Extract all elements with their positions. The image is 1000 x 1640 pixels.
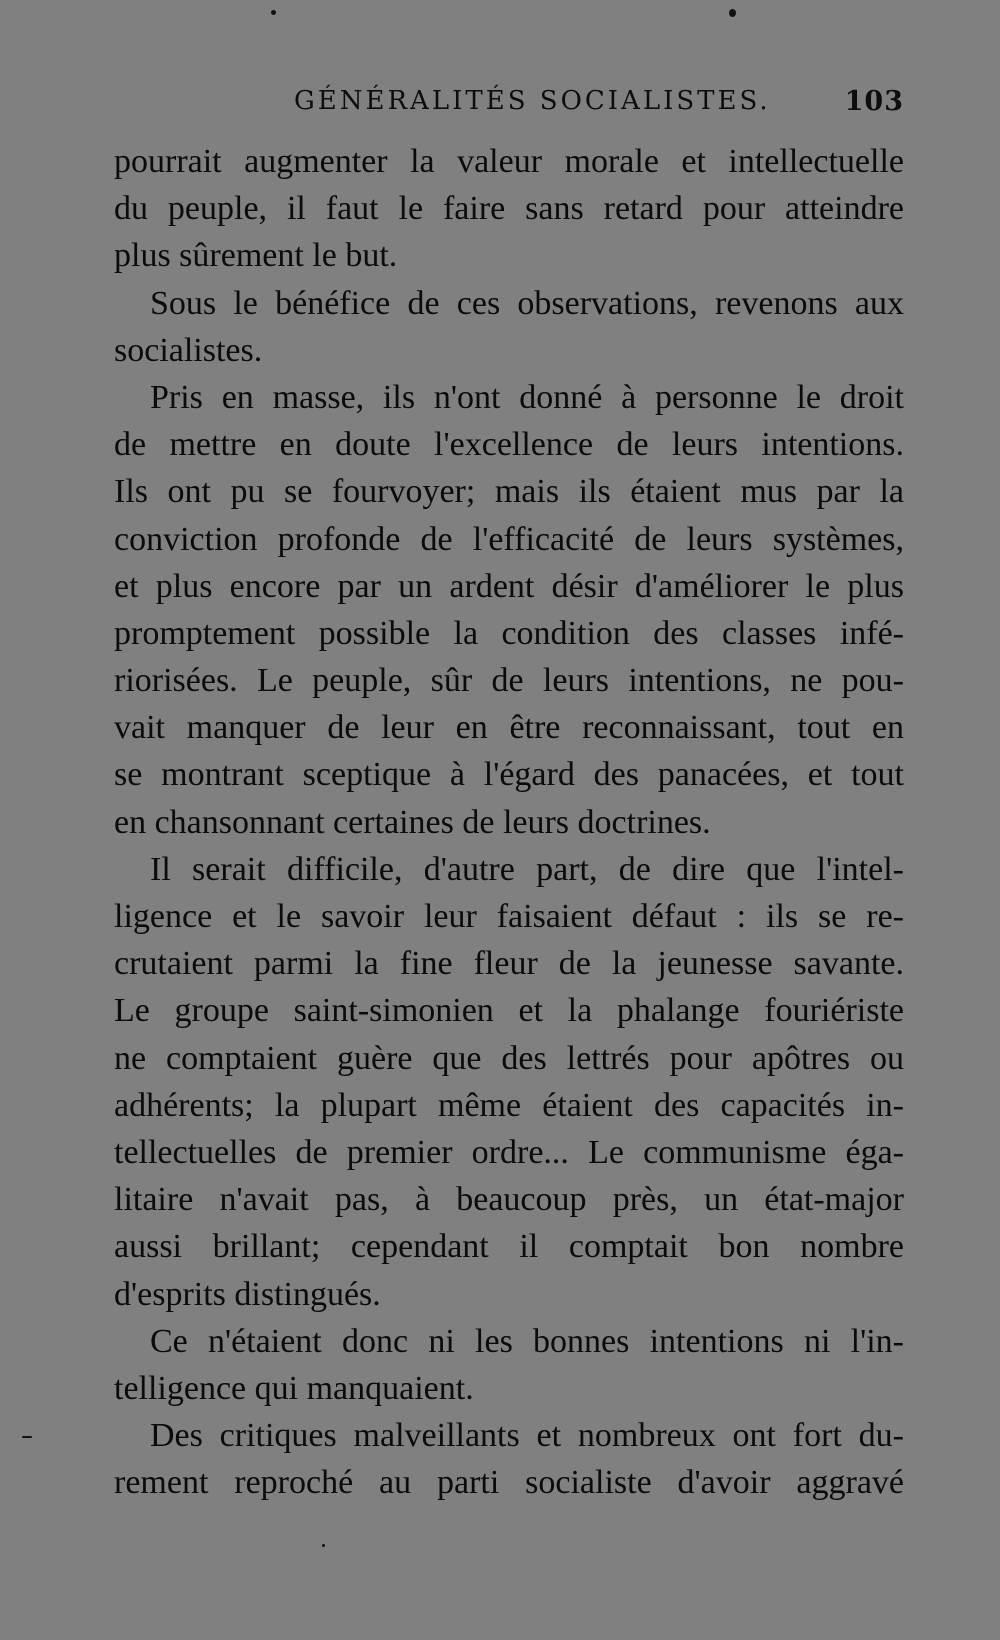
page-header	[114, 86, 904, 126]
page-number: 103	[844, 86, 904, 117]
text-line: ne comptaient guère que des lettrés pour apôtres ou	[114, 1039, 904, 1077]
print-speck	[729, 9, 736, 17]
text-line: ligence et le savoir leur faisaient défaut : ils se re-	[114, 898, 904, 935]
text-line: Ce n'étaient donc ni les bonnes intentions ni l'in-	[150, 1322, 904, 1360]
text-line: aussi brillant; cependant il comptait bon nombre	[114, 1228, 904, 1266]
print-speck	[22, 1436, 32, 1438]
print-speck	[271, 10, 276, 15]
text-line: vait manquer de leur en être reconnaissant, tout en	[114, 709, 904, 747]
text-line: litaire n'avait pas, à beaucoup près, un état-major	[114, 1181, 904, 1219]
text-line: Il serait difficile, d'autre part, de dire que l'intel-	[150, 850, 904, 888]
text-line: en chansonnant certaines de leurs doctrines.	[114, 803, 711, 841]
text-line: de mettre en doute l'excellence de leurs intentions.	[114, 426, 904, 464]
text-line: socialistes.	[114, 331, 263, 369]
text-line: Ils ont pu se fourvoyer; mais ils étaient mus par la	[114, 473, 904, 511]
running-head: GÉNÉRALITÉS SOCIALISTES.	[294, 86, 771, 116]
text-line: Des critiques malveillants et nombreux ont fort du-	[150, 1417, 904, 1455]
text-line: d'esprits distingués.	[114, 1275, 381, 1313]
text-line: adhérents; la plupart même étaient des capacités in-	[114, 1086, 904, 1124]
text-line: rement reproché au parti socialiste d'avoir aggravé	[114, 1464, 904, 1502]
text-line: conviction profonde de l'efficacité de leurs systèmes,	[114, 520, 904, 558]
text-line: crutaient parmi la fine fleur de la jeunesse savante.	[114, 945, 904, 983]
text-line: riorisées. Le peuple, sûr de leurs intentions, ne pou-	[114, 662, 904, 700]
text-line: plus sûrement le but.	[114, 237, 398, 275]
text-line: et plus encore par un ardent désir d'améliorer le plus	[114, 567, 904, 605]
text-line: telligence qui manquaient.	[114, 1369, 474, 1407]
print-speck	[322, 1544, 325, 1547]
text-line: Pris en masse, ils n'ont donné à personne le droit	[150, 378, 904, 416]
text-line: pourrait augmenter la valeur morale et intellectuelle	[114, 143, 904, 180]
text-line: du peuple, il faut le faire sans retard pour atteindre	[114, 190, 904, 228]
text-line: Sous le bénéfice de ces observations, revenons aux	[150, 284, 904, 322]
body-text	[114, 138, 904, 1506]
text-line: se montrant sceptique à l'égard des panacées, et tout	[114, 756, 904, 794]
text-line: promptement possible la condition des classes infé-	[114, 614, 904, 652]
text-line: tellectuelles de premier ordre... Le communisme éga-	[114, 1133, 904, 1171]
text-line: Le groupe saint-simonien et la phalange fouriériste	[114, 992, 904, 1030]
